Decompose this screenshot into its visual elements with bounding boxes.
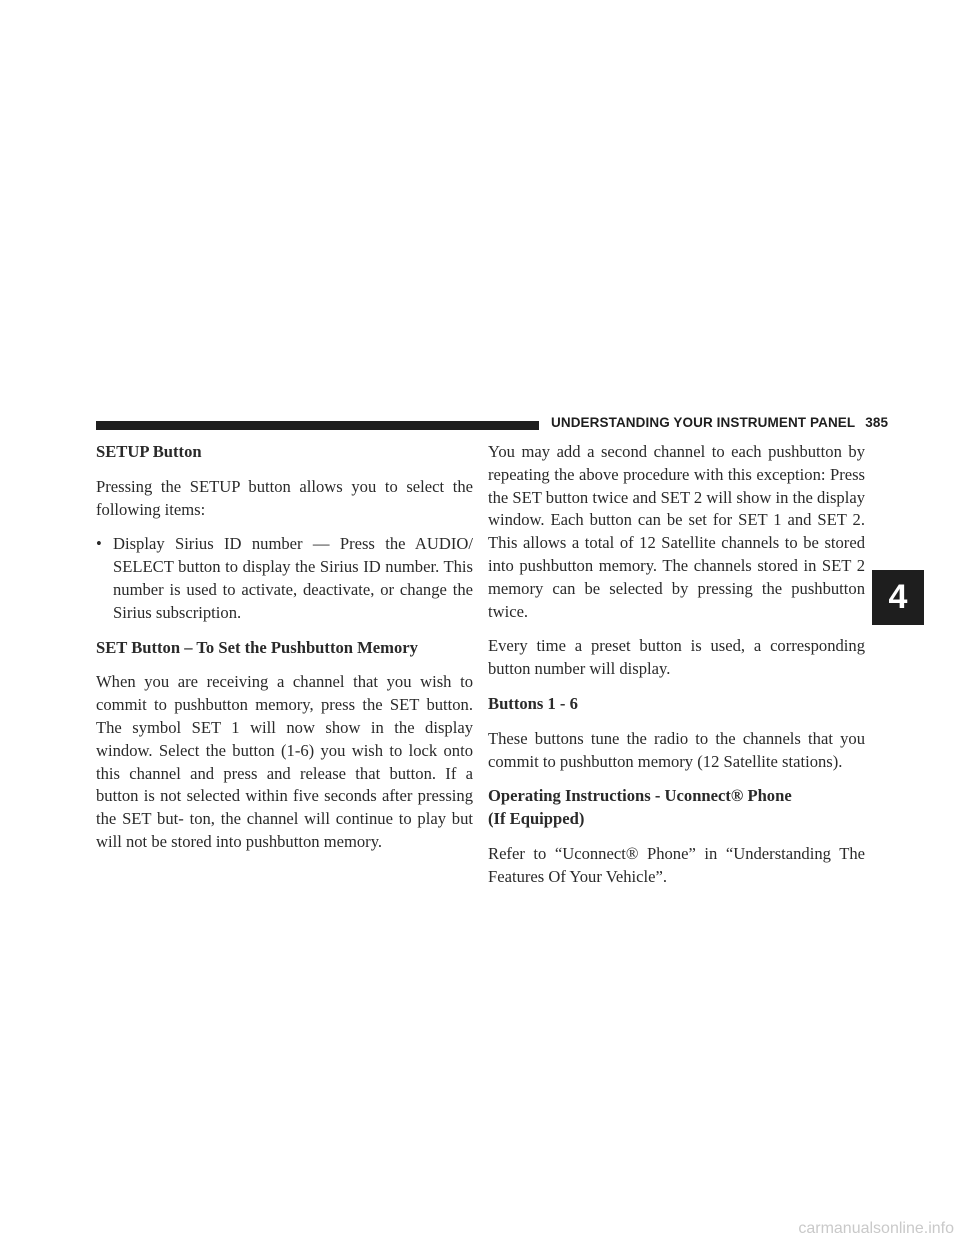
bullet-text: Display Sirius ID number — Press the AUDIO/ SELECT button to display the Sirius ID number. This number is used to activate, deactivate, or change the Sirius subscription.	[113, 534, 473, 622]
buttons-paragraph: These buttons tune the radio to the channels that you commit to pushbutton memory (12 Satellite stations).	[488, 728, 865, 771]
watermark: carmanualsonline.info	[798, 1220, 954, 1237]
buttons-heading: Buttons 1 - 6	[488, 693, 578, 713]
operating-paragraph: Refer to “Uconnect® Phone” in “Understanding The Features Of Your Vehicle”.	[488, 843, 865, 886]
setup-heading: SETUP Button	[96, 442, 202, 461]
bullet-dot-icon: •	[96, 534, 102, 554]
running-header	[551, 415, 888, 430]
page-number: 385	[865, 415, 889, 430]
header-rule	[96, 421, 539, 430]
second-channel-paragraph: You may add a second channel to each pushbutton by repeating the above procedure with this exception: Press the SET button twice and SET 2 will show in the display window. Each button can be set for SET 1 and SET 2. This allows a total of 12 Satellite channels to be stored into pushbutton memory. The channels stored in SET 2 memory can be selected by pressing the pushbutton twice.	[488, 442, 865, 621]
section-title: UNDERSTANDING YOUR INSTRUMENT PANEL	[551, 415, 856, 430]
operating-heading	[488, 785, 865, 831]
left-column	[96, 441, 473, 866]
bullet-item	[96, 533, 473, 624]
right-column	[488, 441, 865, 901]
set-paragraph: When you are receiving a channel that you wish to commit to pushbutton memory, press the SET button. The symbol SET 1 will now show in the display window. Select the button (1-6) you wish to lock onto this channel and press and release that button. If a button is not selected within five seconds after pressing the SET but- ton, the channel will continue to play but will not be stored into pushbutton memory.	[96, 672, 473, 851]
operating-heading-line1: Operating Instructions - Uconnect® Phone	[488, 786, 792, 806]
operating-heading-line2: (If Equipped)	[488, 809, 585, 829]
preset-paragraph: Every time a preset button is used, a corresponding button number will display.	[488, 636, 865, 679]
setup-intro: Pressing the SETUP button allows you to select the following items:	[96, 476, 473, 519]
set-heading: SET Button – To Set the Pushbutton Memory	[96, 637, 418, 657]
chapter-tab: 4	[872, 570, 924, 625]
